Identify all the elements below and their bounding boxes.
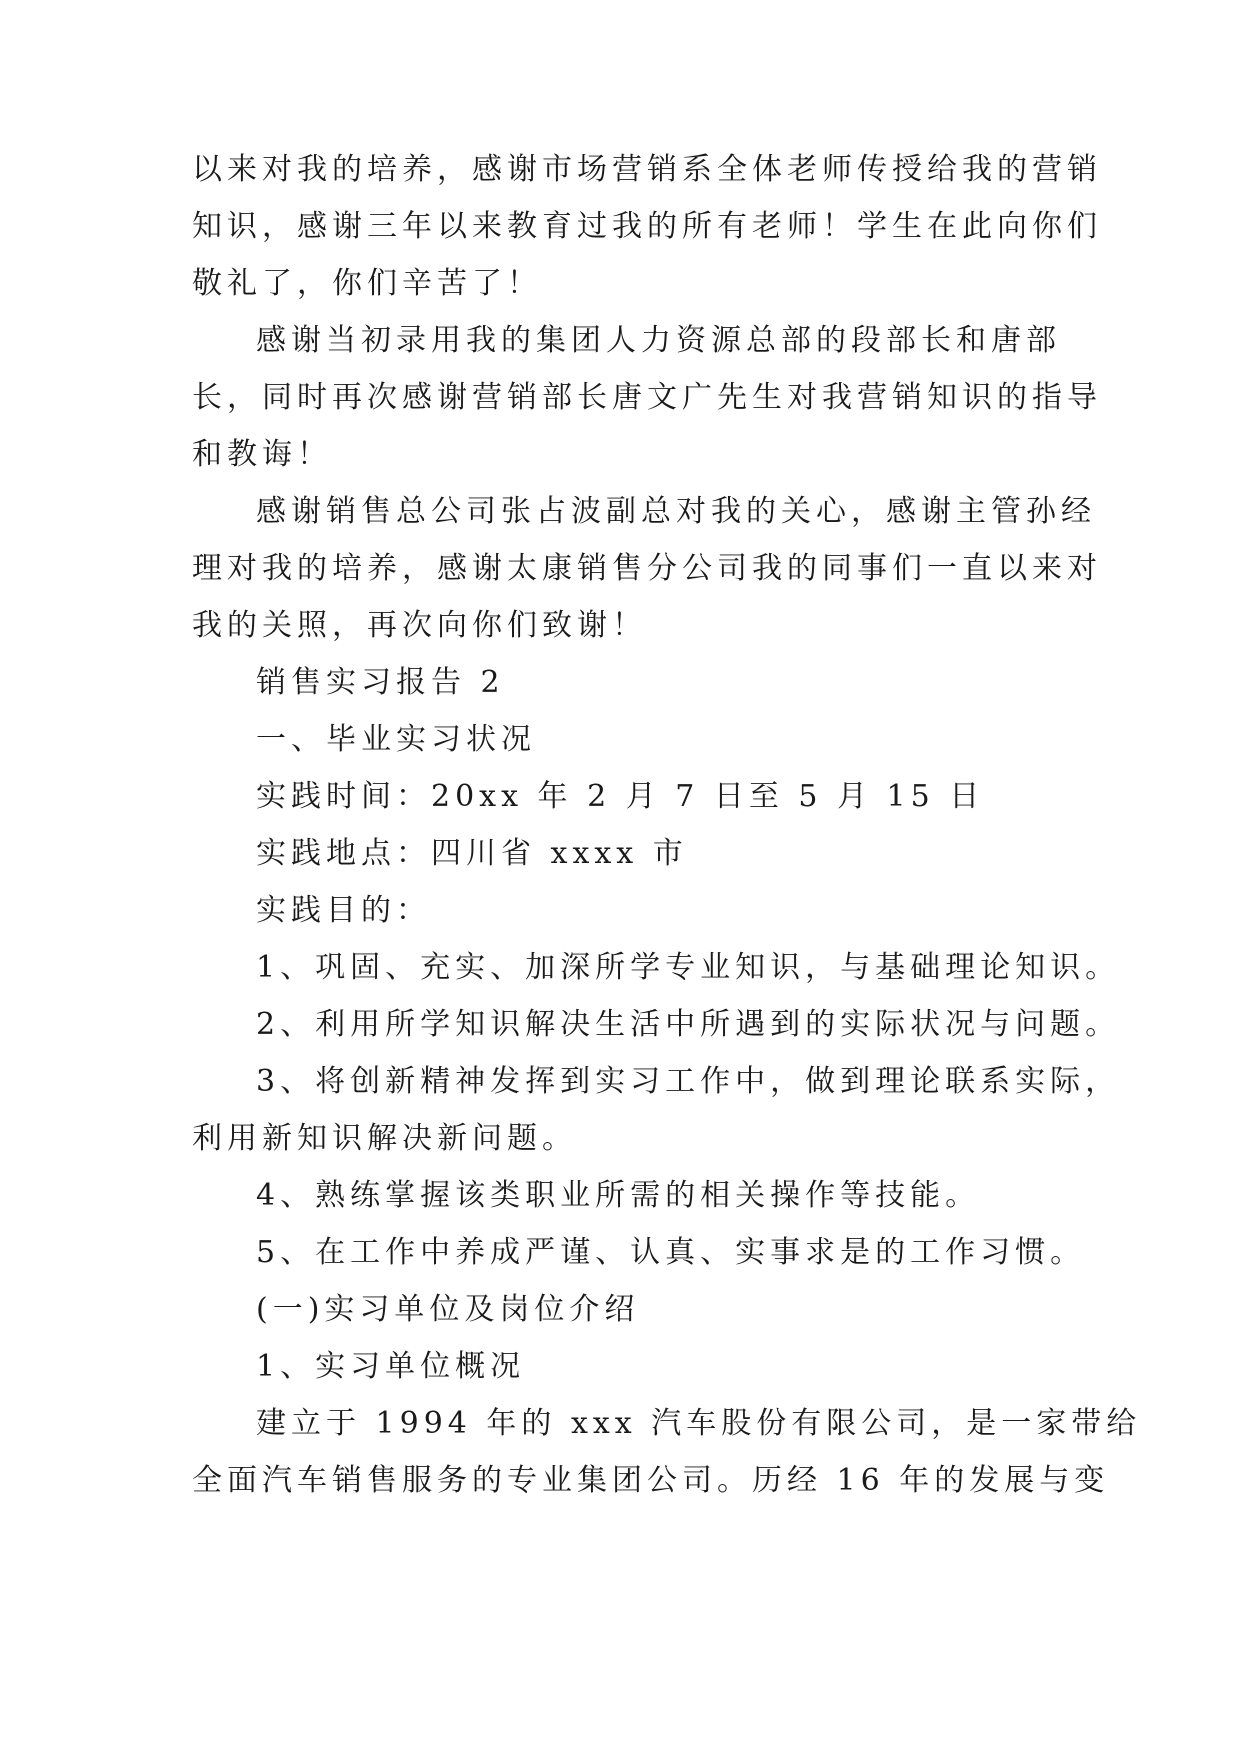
text-line: 理对我的培养，感谢太康销售分公司我的同事们一直以来对 [192, 551, 1102, 586]
text-line: 长，同时再次感谢营销部长唐文广先生对我营销知识的指导 [192, 380, 1102, 415]
purpose-item-1: 1、巩固、充实、加深所学专业知识，与基础理论知识。 [256, 950, 1121, 985]
text-line: 敬礼了，你们辛苦了！ [192, 266, 542, 301]
text-line: 以来对我的培养，感谢市场营销系全体老师传授给我的营销 [192, 152, 1102, 187]
purpose-item-2: 2、利用所学知识解决生活中所遇到的实际状况与问题。 [256, 1007, 1121, 1042]
purpose-item-5: 5、在工作中养成严谨、认真、实事求是的工作习惯。 [256, 1235, 1086, 1270]
practice-purpose-label: 实践目的： [256, 893, 431, 928]
text-line: 全面汽车销售服务的专业集团公司。历经 16 年的发展与变 [192, 1463, 1110, 1498]
practice-time: 实践时间：20xx 年 2 月 7 日至 5 月 15 日 [256, 779, 985, 814]
paragraph-start-line: 感谢当初录用我的集团人力资源总部的段部长和唐部 [256, 323, 1061, 358]
practice-location: 实践地点：四川省 xxxx 市 [256, 836, 688, 871]
subsection-heading: (一)实习单位及岗位介绍 [256, 1292, 640, 1327]
subsection-heading: 1、实习单位概况 [256, 1349, 526, 1384]
text-line: 我的关照，再次向你们致谢！ [192, 608, 647, 643]
paragraph-start-line: 感谢销售总公司张占波副总对我的关心，感谢主管孙经 [256, 494, 1096, 529]
purpose-item-3: 3、将创新精神发挥到实习工作中，做到理论联系实际， [256, 1064, 1121, 1099]
section-heading: 一、毕业实习状况 [256, 722, 536, 757]
text-line: 利用新知识解决新问题。 [192, 1121, 577, 1156]
paragraph-start-line: 建立于 1994 年的 xxx 汽车股份有限公司，是一家带给 [256, 1406, 1142, 1441]
text-line: 和教诲！ [192, 437, 332, 472]
section-title: 销售实习报告 2 [256, 665, 505, 700]
text-line: 知识，感谢三年以来教育过我的所有老师！学生在此向你们 [192, 209, 1102, 244]
purpose-item-4: 4、熟练掌握该类职业所需的相关操作等技能。 [256, 1178, 981, 1213]
